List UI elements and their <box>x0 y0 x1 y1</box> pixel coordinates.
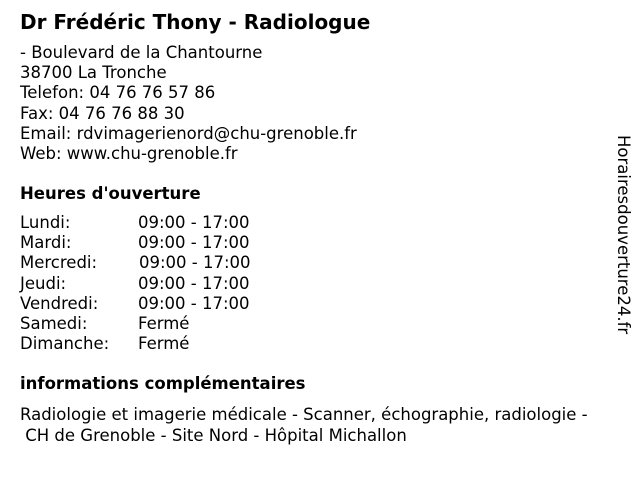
day-hours: 09:00 - 17:00 <box>138 293 250 313</box>
info-heading: informations complémentaires <box>20 374 306 393</box>
page-title: Dr Frédéric Thony - Radiologue <box>20 10 371 34</box>
day-label: Samedi: <box>20 313 88 333</box>
day-hours: 09:00 - 17:00 <box>139 253 251 273</box>
info-line: CH de Grenoble - Site Nord - Hôpital Michallon <box>20 426 407 445</box>
hours-heading: Heures d'ouverture <box>20 184 201 203</box>
day-label: Mercredi: <box>20 253 98 273</box>
hours-row-sunday <box>20 334 320 354</box>
day-label: Jeudi: <box>20 273 67 293</box>
day-hours: 09:00 - 17:00 <box>138 273 250 293</box>
day-hours: 09:00 - 17:00 <box>138 213 250 232</box>
day-hours: 09:00 - 17:00 <box>138 233 250 253</box>
street-address: - Boulevard de la Chantourne <box>20 43 263 62</box>
city: 38700 La Tronche <box>20 63 167 83</box>
hours-table <box>20 213 320 354</box>
hours-row-tuesday <box>20 233 320 253</box>
hours-row-wednesday <box>20 253 320 273</box>
info-text <box>20 404 588 446</box>
phone-number: Telefon: 04 76 76 57 86 <box>20 83 216 103</box>
day-label: Mardi: <box>20 233 72 253</box>
day-label: Vendredi: <box>20 293 99 313</box>
hours-row-friday <box>20 294 320 314</box>
day-hours: Fermé <box>138 313 190 333</box>
day-label: Lundi: <box>20 213 71 232</box>
address-block <box>20 43 357 164</box>
hours-row-thursday <box>20 274 320 294</box>
day-label: Dimanche: <box>20 334 110 354</box>
fax-number: Fax: 04 76 76 88 30 <box>20 103 185 123</box>
email-address: Email: rdvimagerienord@chu-grenoble.fr <box>20 123 357 143</box>
vertical-site-watermark: Horairesdouverture24.fr <box>614 135 633 335</box>
hours-row-saturday <box>20 314 320 334</box>
day-hours: Fermé <box>138 334 190 354</box>
hours-row-monday <box>20 213 320 233</box>
info-line: Radiologie et imagerie médicale - Scanner, échographie, radiologie - <box>20 405 588 424</box>
website: Web: www.chu-grenoble.fr <box>20 143 238 163</box>
